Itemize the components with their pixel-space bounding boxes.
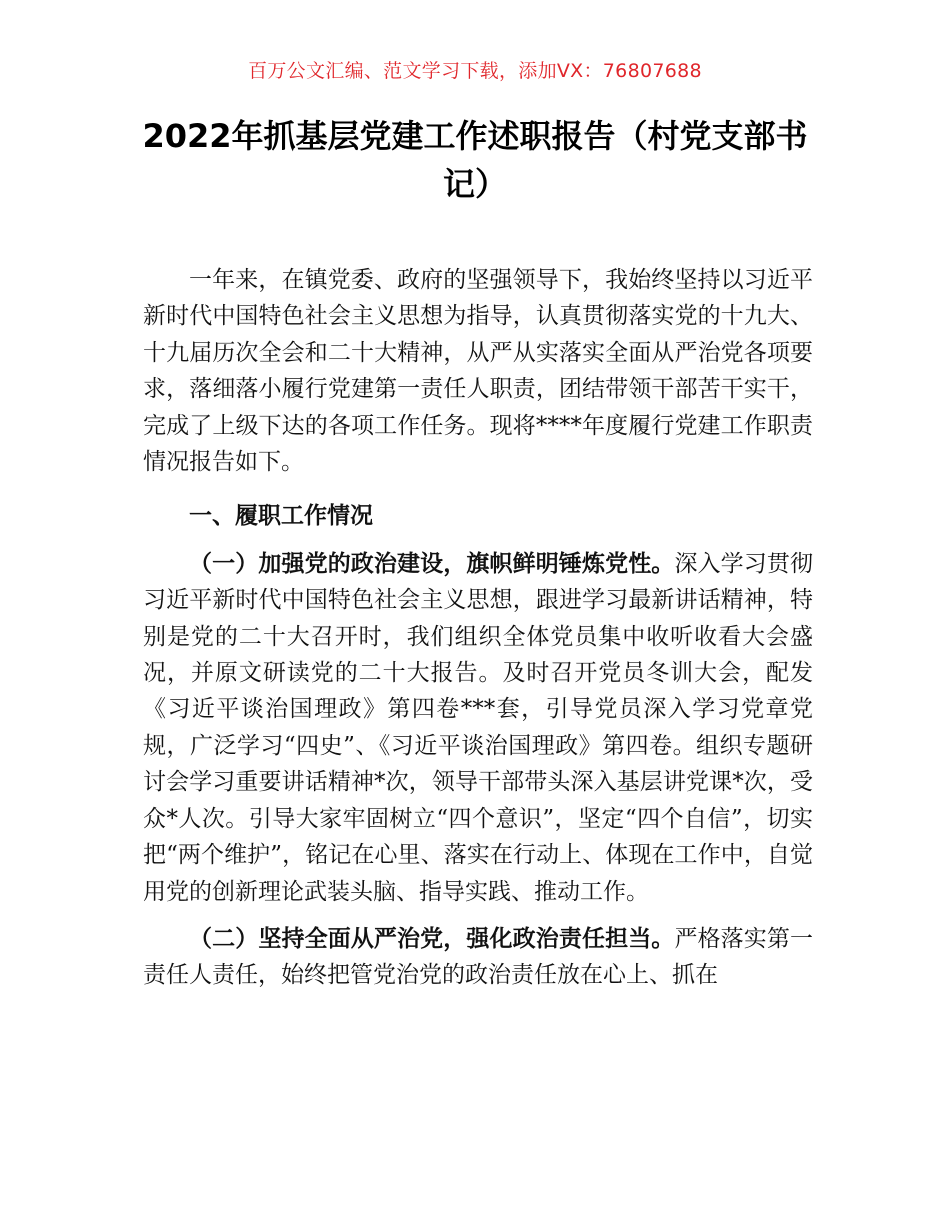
- item-1-body: 深入学习贯彻习近平新时代中国特色社会主义思想，跟进学习最新讲话精神，特别是党的二十大召开时，我们组织全体党员集中收听收看大会盛况，并原文研读党的二十大报告。及时召开党员冬训大会，配发《习近平谈治国理政》第四卷***套，引导党员深入学习党章党规，广泛学习“四史”、《习近平谈治国理政》第四卷。组织专题研讨会学习重要讲话精神*次，领导干部带头深入基层讲党课*次，受众*人次。引导大家牢固树立“四个意识”，坚定“四个自信”，切实把“两个维护”，铭记在心里、落实在行动上、体现在工作中，自觉用党的创新理论武装头脑、指导实践、推动工作。: [143, 550, 814, 905]
- item-1-lead: （一）加强党的政治建设，旗帜鲜明锤炼党性。: [189, 550, 675, 577]
- item-2-lead: （二）坚持全面从严治党，强化政治责任担当。: [189, 925, 675, 952]
- document-title: 2022年抓基层党建工作述职报告（村党支部书记）: [142, 117, 808, 203]
- item-2-body: 严格落实第一责任人责任，始终把管党治党的政治责任放在心上、抓在: [143, 925, 814, 989]
- document-body: [143, 262, 813, 994]
- section-heading-1: 一、履职工作情况: [189, 503, 373, 530]
- item-1-paragraph: [143, 546, 813, 910]
- intro-paragraph: 一年来，在镇党委、政府的坚强领导下，我始终坚持以习近平新时代中国特色社会主义思想为指导，认真贯彻落实党的十九大、十九届历次全会和二十大精神，从严从实落实全面从严治党各项要求，落细落小履行党建第一责任人职责，团结带领干部苦干实干，完成了上级下达的各项工作任务。现将****年度履行党建工作职责情况报告如下。: [143, 267, 813, 476]
- watermark-text: 百万公文汇编、范文学习下载，添加VX：76807688: [248, 60, 702, 82]
- item-2-paragraph: [143, 921, 813, 994]
